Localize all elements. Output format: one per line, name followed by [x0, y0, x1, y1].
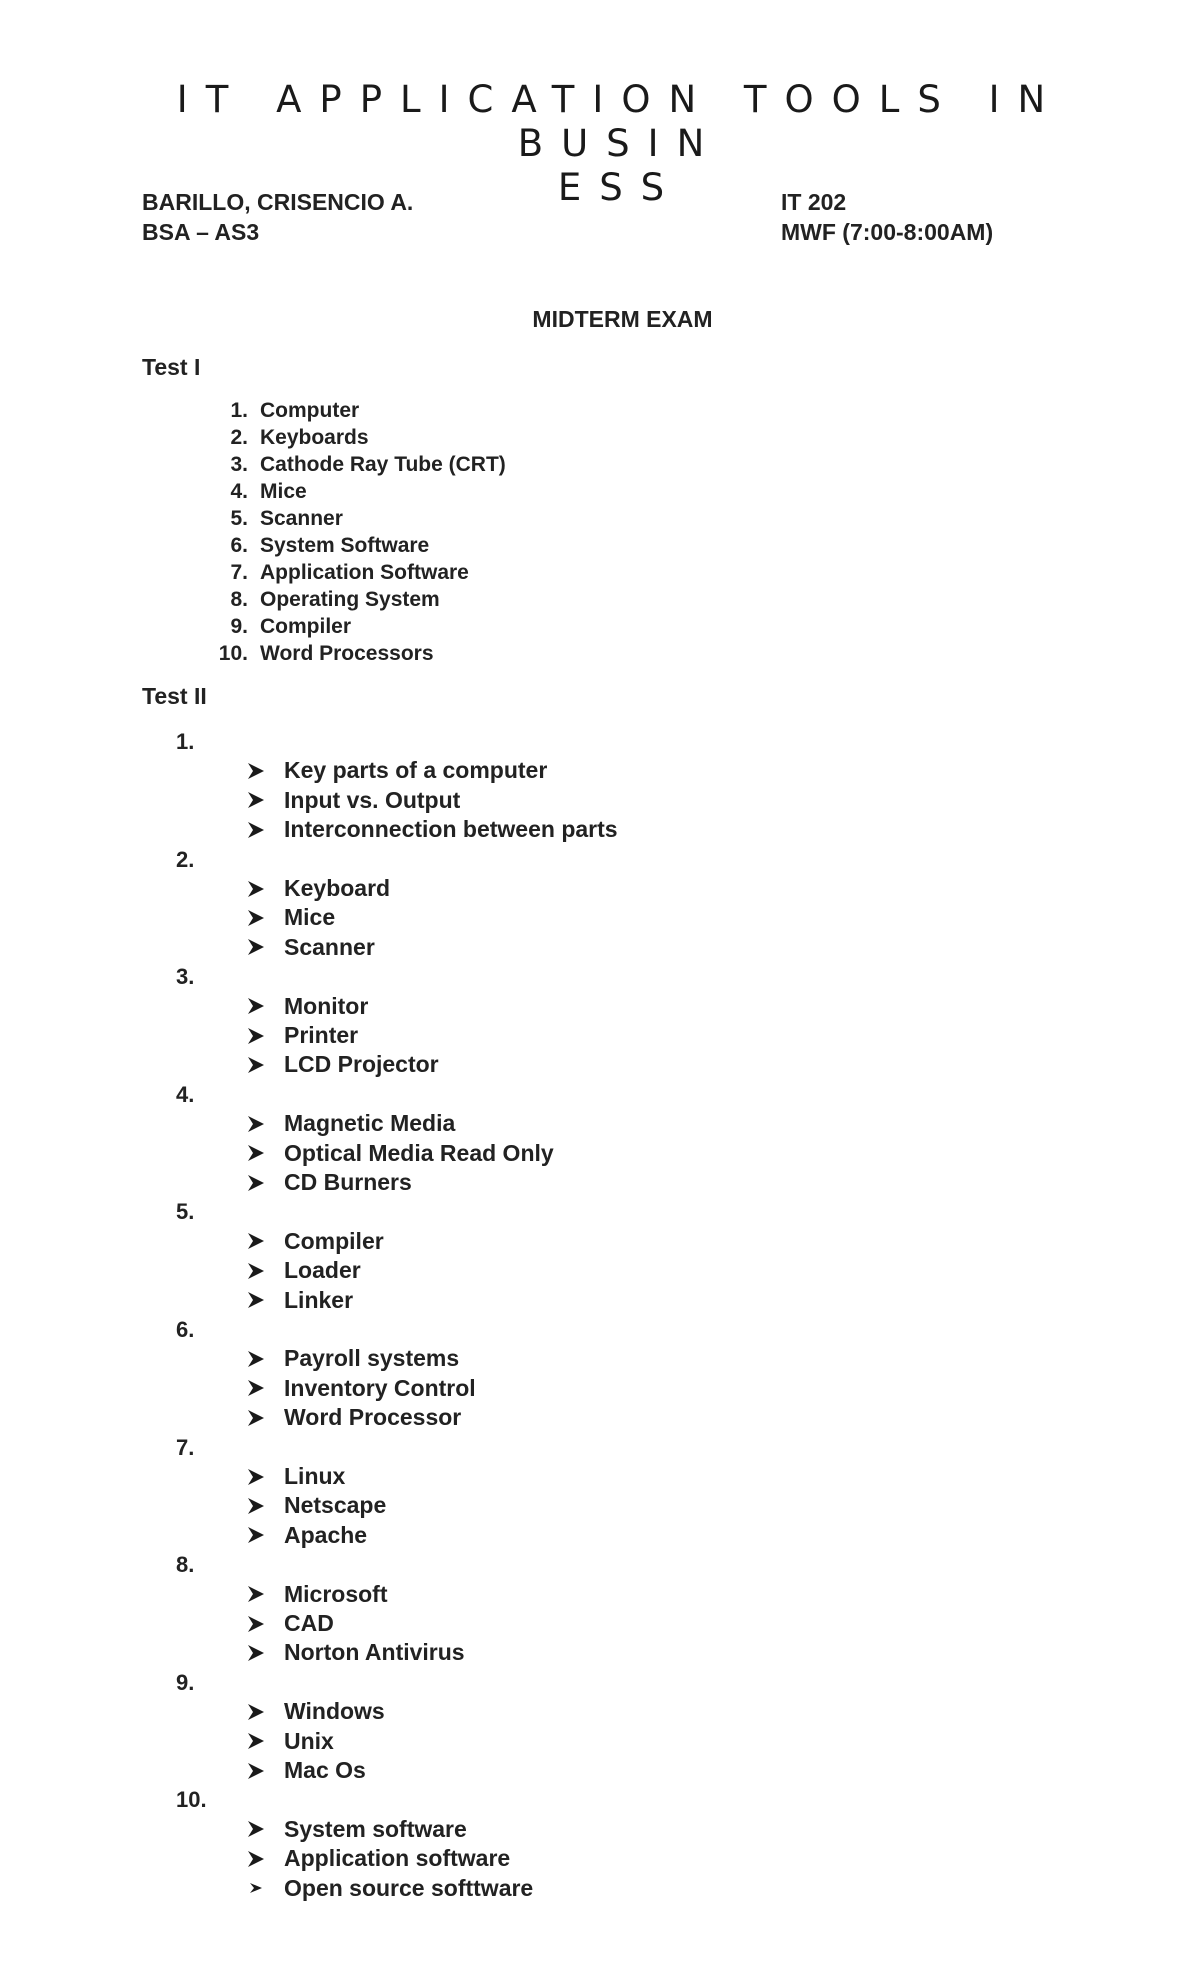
test-1-item — [200, 397, 506, 424]
arrowhead-bullet-icon — [246, 879, 266, 899]
test-2-answer-item — [246, 1521, 367, 1550]
test-2-answer-item — [246, 874, 390, 903]
test-2-answer-item — [246, 1844, 510, 1873]
test-2-answer-item — [246, 815, 618, 844]
test-2-answer-text: Open source softtware — [284, 1874, 534, 1901]
test-1-item-text: Compiler — [260, 615, 352, 638]
test-1-item — [200, 640, 506, 667]
test-1-item-number: 9. — [230, 615, 248, 638]
arrowhead-bullet-icon — [246, 1143, 266, 1163]
test-1-item-number: 5. — [230, 507, 248, 530]
test-1-heading: Test I — [142, 354, 201, 380]
arrowhead-bullet-icon — [246, 790, 266, 810]
student-section: BSA – AS3 — [142, 219, 260, 245]
arrowhead-bullet-icon — [246, 1408, 266, 1428]
arrowhead-bullet-icon — [246, 1290, 266, 1310]
test-2-answer-item — [246, 756, 547, 785]
test-2-answer-text: LCD Projector — [284, 1051, 439, 1078]
test-2-question-number: 2. — [176, 846, 195, 872]
arrowhead-bullet-icon — [246, 1496, 266, 1516]
test-2-answer-text: Optical Media Read Only — [284, 1139, 554, 1166]
test-2-answer-text: Loader — [284, 1257, 361, 1284]
test-2-question-number: 5. — [176, 1199, 195, 1225]
test-1-item-text: Operating System — [260, 588, 440, 611]
test-1-item-text: Scanner — [260, 507, 343, 530]
test-2-answer-item — [246, 1638, 465, 1667]
test-2-answer-item — [246, 1139, 554, 1168]
test-2-answer-text: Microsoft — [284, 1580, 388, 1607]
arrowhead-bullet-icon — [246, 1819, 266, 1839]
test-1-item-text: Word Processors — [260, 642, 434, 665]
arrowhead-bullet-icon — [246, 1584, 266, 1604]
arrowhead-bullet-icon — [246, 1761, 266, 1781]
test-1-item — [200, 478, 506, 505]
test-2-answer-item — [246, 1344, 459, 1373]
test-2-answer-item — [246, 1227, 384, 1256]
test-1-item-text: Computer — [260, 399, 360, 422]
test-2-answer-text: Magnetic Media — [284, 1110, 456, 1137]
test-2-answer-text: Keyboard — [284, 875, 391, 901]
test-1-item-text: Application Software — [260, 561, 469, 584]
test-2-answer-item — [246, 992, 368, 1021]
test-2-answer-item — [246, 1756, 366, 1785]
test-2-answer-text: Application software — [284, 1845, 511, 1872]
test-2-answer-text: Unix — [284, 1727, 334, 1754]
arrowhead-bullet-icon — [246, 937, 266, 957]
test-1-item — [200, 424, 506, 451]
test-2-answer-text: CD Burners — [284, 1169, 412, 1195]
test-1-item — [200, 613, 506, 640]
test-2-answer-text: Apache — [284, 1521, 368, 1548]
course-schedule: MWF (7:00-8:00AM) — [781, 219, 994, 245]
test-2-answer-item — [246, 1050, 439, 1079]
test-2-answer-text: Inventory Control — [284, 1374, 476, 1401]
arrowhead-bullet-icon — [246, 1643, 266, 1663]
test-2-question-number: 3. — [176, 964, 195, 990]
test-2-answer-text: Mice — [284, 904, 336, 931]
arrowhead-bullet-icon — [246, 1349, 266, 1369]
test-2-answer-text: Netscape — [284, 1492, 387, 1519]
test-1-item — [200, 532, 506, 559]
test-2-answer-item — [246, 1874, 533, 1903]
test-2-answer-text: Word Processor — [284, 1404, 462, 1431]
test-1-item-text: System Software — [260, 534, 430, 557]
test-1-item — [200, 451, 506, 478]
test-2-answer-text: System software — [284, 1815, 467, 1842]
test-1-item-number: 6. — [230, 534, 248, 557]
test-1-item — [200, 586, 506, 613]
test-2-answer-item — [246, 1491, 386, 1520]
arrowhead-bullet-icon — [246, 1173, 266, 1193]
arrowhead-bullet-icon — [246, 1261, 266, 1281]
test-1-item-text: Keyboards — [260, 426, 369, 449]
test-2-answer-item — [246, 1403, 461, 1432]
test-2-answer-item — [246, 1580, 388, 1609]
course-info — [781, 187, 993, 247]
test-2-answer-item — [246, 786, 460, 815]
test-2-answer-text: Mac Os — [284, 1757, 366, 1783]
test-2-question-number: 4. — [176, 1081, 195, 1107]
test-2-answer-text: Scanner — [284, 933, 375, 960]
test-2-answer-item — [246, 1109, 455, 1138]
arrowhead-bullet-icon — [246, 1231, 266, 1251]
arrowhead-bullet-icon — [246, 1731, 266, 1751]
test-2-answer-item — [246, 933, 375, 962]
arrowhead-bullet-icon — [246, 1467, 266, 1487]
test-1-item-number: 3. — [230, 453, 248, 476]
test-2-question-number: 7. — [176, 1434, 195, 1460]
title-line-1: IT APPLICATION TOOLS IN BUSIN — [176, 78, 1064, 165]
arrowhead-bullet-icon — [246, 1114, 266, 1134]
test-2-answer-item — [246, 1286, 353, 1315]
test-2-answer-item — [246, 1256, 361, 1285]
test-2-answer-item — [246, 1462, 345, 1491]
test-2-answer-text: Windows — [284, 1698, 385, 1725]
test-2-answer-text: Input vs. Output — [284, 786, 461, 813]
arrowhead-bullet-icon — [246, 1878, 266, 1898]
test-1-item-number: 4. — [230, 480, 248, 503]
test-2-answer-text: Compiler — [284, 1227, 384, 1254]
test-2-answer-item — [246, 1168, 412, 1197]
student-name: BARILLO, CRISENCIO A. — [142, 189, 414, 215]
test-2-answer-text: Linker — [284, 1286, 354, 1313]
test-2-answer-item — [246, 903, 335, 932]
test-2-answer-text: Printer — [284, 1022, 359, 1048]
test-2-heading: Test II — [142, 683, 207, 709]
test-2-answer-item — [246, 1374, 476, 1403]
test-1-item-text: Mice — [260, 480, 307, 503]
test-2-answer-text: Interconnection between parts — [284, 816, 618, 843]
test-2-answer-text: Payroll systems — [284, 1345, 460, 1372]
test-1-list — [200, 397, 506, 667]
test-2-answer-text: Monitor — [284, 992, 369, 1019]
arrowhead-bullet-icon — [246, 761, 266, 781]
arrowhead-bullet-icon — [246, 1378, 266, 1398]
test-2-answer-item — [246, 1727, 334, 1756]
test-1-item-number: 7. — [230, 561, 248, 584]
test-2-answer-item — [246, 1815, 467, 1844]
test-2-answer-text: Norton Antivirus — [284, 1639, 465, 1666]
title-line-2: ESS — [557, 166, 683, 209]
arrowhead-bullet-icon — [246, 1055, 266, 1075]
test-2-question-number: 8. — [176, 1552, 195, 1578]
student-info — [142, 187, 413, 247]
test-2-answer-text: Key parts of a computer — [284, 757, 548, 784]
test-2-answer-item — [246, 1609, 334, 1638]
test-1-item-text: Cathode Ray Tube (CRT) — [260, 453, 506, 476]
arrowhead-bullet-icon — [246, 996, 266, 1016]
test-2-answer-item — [246, 1697, 385, 1726]
test-2-question-number: 10. — [176, 1787, 207, 1813]
course-code: IT 202 — [781, 189, 847, 215]
arrowhead-bullet-icon — [246, 1026, 266, 1046]
arrowhead-bullet-icon — [246, 1702, 266, 1722]
test-2-answer-item — [246, 1021, 358, 1050]
arrowhead-bullet-icon — [246, 1614, 266, 1634]
arrowhead-bullet-icon — [246, 1849, 266, 1869]
test-1-item-number: 10. — [218, 642, 248, 665]
test-1-item-number: 2. — [230, 426, 248, 449]
arrowhead-bullet-icon — [246, 820, 266, 840]
test-2-question-number: 9. — [176, 1669, 195, 1695]
test-2-question-number: 6. — [176, 1317, 195, 1342]
test-2-answer-text: CAD — [284, 1610, 334, 1636]
test-2-answer-text: Linux — [284, 1463, 346, 1489]
arrowhead-bullet-icon — [246, 908, 266, 928]
arrowhead-bullet-icon — [246, 1525, 266, 1545]
test-1-item-number: 1. — [230, 399, 248, 422]
test-1-item — [200, 559, 506, 586]
test-1-item — [200, 505, 506, 532]
exam-heading: MIDTERM EXAM — [532, 306, 713, 332]
test-2-question-number: 1. — [176, 729, 195, 754]
test-1-item-number: 8. — [230, 588, 248, 611]
